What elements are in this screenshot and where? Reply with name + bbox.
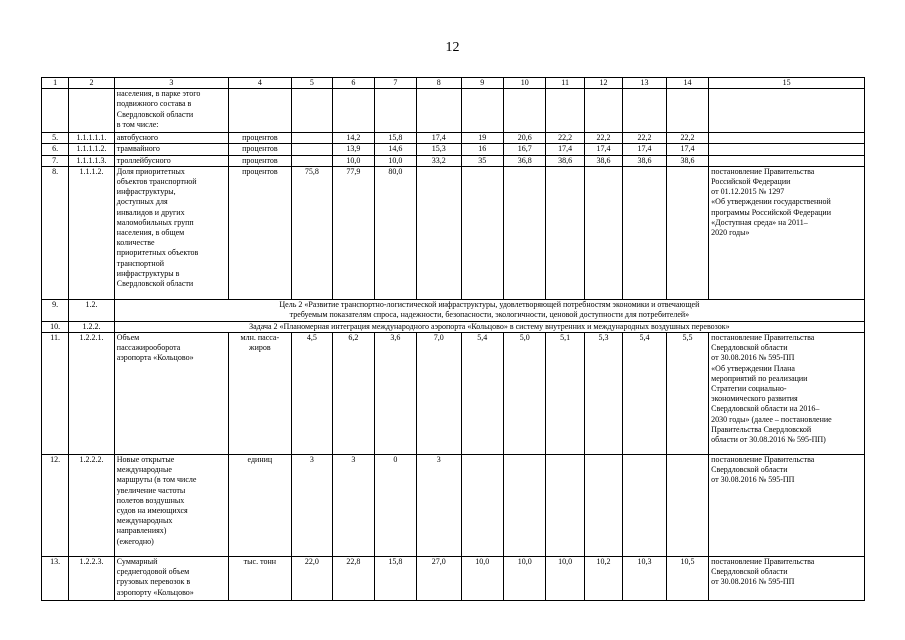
value-cell: 10,5 [666,557,708,601]
source-cell: постановление Правительства Российской Федерации от 01.12.2015 № 1297 «Об утверждении государственной программы Российской Федерации «Доступная среда» на 2011– 2020 годы» [709,166,865,299]
code-cell: 1.1.1.1.2. [69,144,114,155]
value-cell: 14,6 [374,144,416,155]
table-row [42,455,865,557]
column-header: 12 [584,78,622,89]
value-cell [503,166,545,299]
value-cell: 4,5 [291,333,332,455]
value-cell: 22,8 [333,557,374,601]
source-cell: постановление Правительства Свердловской области от 30.08.2016 № 595-ПП [709,557,865,601]
source-cell [709,144,865,155]
row-number-cell: 5. [42,133,69,144]
table-row [42,557,865,601]
value-cell: 22,2 [584,133,622,144]
value-cell [623,89,666,133]
value-cell: 15,8 [374,557,416,601]
row-number-cell: 6. [42,144,69,155]
code-cell: 1.2.2.3. [69,557,114,601]
code-cell [69,89,114,133]
value-cell: 15,8 [374,133,416,144]
value-cell [666,89,708,133]
row-number-cell: 7. [42,155,69,166]
value-cell: 3,6 [374,333,416,455]
indicators-table [41,77,865,601]
column-header: 5 [291,78,332,89]
unit-cell: процентов [229,155,292,166]
value-cell: 17,4 [623,144,666,155]
value-cell: 22,0 [291,557,332,601]
unit-cell: млн. пасса- жиров [229,333,292,455]
value-cell: 10,2 [584,557,622,601]
column-header: 6 [333,78,374,89]
value-cell: 5,1 [546,333,584,455]
row-number-cell: 11. [42,333,69,455]
value-cell: 10,0 [333,155,374,166]
value-cell: 80,0 [374,166,416,299]
column-header: 9 [461,78,503,89]
value-cell [374,89,416,133]
value-cell [546,89,584,133]
value-cell [333,89,374,133]
column-header: 2 [69,78,114,89]
value-cell [461,455,503,557]
row-number-cell: 10. [42,321,69,332]
value-cell [461,89,503,133]
source-cell: постановление Правительства Свердловской области от 30.08.2016 № 595-ПП [709,455,865,557]
code-cell: 1.2.2.2. [69,455,114,557]
value-cell: 15,3 [417,144,461,155]
value-cell: 5,3 [584,333,622,455]
code-cell: 1.1.1.1.3. [69,155,114,166]
value-cell: 35 [461,155,503,166]
row-number-cell [42,89,69,133]
value-cell: 77,9 [333,166,374,299]
row-number-cell: 9. [42,299,69,321]
indicator-name-cell: населения, в парке этого подвижного состава в Свердловской области в том числе: [114,89,228,133]
column-header: 4 [229,78,292,89]
value-cell: 6,2 [333,333,374,455]
value-cell: 75,8 [291,166,332,299]
section-row [42,321,865,332]
code-cell: 1.1.1.1.1. [69,133,114,144]
indicator-name-cell: Объем пассажирооборота аэропорта «Кольцово» [114,333,228,455]
table-row [42,89,865,133]
indicator-name-cell: Доля приоритетных объектов транспортной инфраструктуры, доступных для инвалидов и других маломобильных групп населения, в общем количестве приоритетных объектов транспортной инфраструктуры в Свердловской области [114,166,228,299]
column-header: 14 [666,78,708,89]
value-cell: 3 [291,455,332,557]
header-row [42,78,865,89]
table-row [42,155,865,166]
value-cell [623,166,666,299]
column-header: 10 [503,78,545,89]
value-cell: 22,2 [623,133,666,144]
indicator-name-cell: автобусного [114,133,228,144]
row-number-cell: 13. [42,557,69,601]
section-row [42,299,865,321]
unit-cell: единиц [229,455,292,557]
value-cell [461,166,503,299]
value-cell: 16,7 [503,144,545,155]
value-cell: 22,2 [546,133,584,144]
source-cell [709,89,865,133]
table-row [42,133,865,144]
code-cell: 1.1.1.2. [69,166,114,299]
table-row [42,333,865,455]
source-cell: постановление Правительства Свердловской области от 30.08.2016 № 595-ПП «Об утверждении Плана мероприятий по реализации Стратегии социально- экономического развития Свердловской области на 2016– 2030 годы» (далее – постановление Правительства Свердловской области от 30.08.2016 № 595-ПП) [709,333,865,455]
value-cell: 33,2 [417,155,461,166]
indicator-name-cell: троллейбусного [114,155,228,166]
value-cell: 38,6 [666,155,708,166]
column-header: 8 [417,78,461,89]
column-header: 1 [42,78,69,89]
code-cell: 1.2.2. [69,321,114,332]
value-cell: 20,6 [503,133,545,144]
value-cell [291,144,332,155]
value-cell: 0 [374,455,416,557]
indicator-name-cell: трамвайного [114,144,228,155]
value-cell: 3 [417,455,461,557]
source-cell [709,155,865,166]
unit-cell: процентов [229,144,292,155]
table-row [42,144,865,155]
value-cell [291,133,332,144]
value-cell [546,166,584,299]
row-number-cell: 12. [42,455,69,557]
value-cell: 17,4 [417,133,461,144]
value-cell [584,455,622,557]
column-header: 7 [374,78,416,89]
code-cell: 1.2.2.1. [69,333,114,455]
unit-cell: процентов [229,133,292,144]
column-header: 11 [546,78,584,89]
value-cell: 5,4 [461,333,503,455]
value-cell: 17,4 [666,144,708,155]
value-cell [503,455,545,557]
value-cell: 38,6 [584,155,622,166]
value-cell: 5,5 [666,333,708,455]
value-cell: 10,3 [623,557,666,601]
column-header: 13 [623,78,666,89]
value-cell [291,155,332,166]
row-number-cell: 8. [42,166,69,299]
source-cell [709,133,865,144]
code-cell: 1.2. [69,299,114,321]
value-cell [503,89,545,133]
value-cell: 38,6 [546,155,584,166]
value-cell [584,89,622,133]
value-cell [666,166,708,299]
value-cell [666,455,708,557]
value-cell [546,455,584,557]
value-cell: 22,2 [666,133,708,144]
value-cell: 10,0 [503,557,545,601]
indicator-name-cell: Новые открытые международные маршруты (в том числе увеличение частоты полетов воздушных судов на имеющихся международных направлениях) (ежегодно) [114,455,228,557]
value-cell: 38,6 [623,155,666,166]
value-cell [417,89,461,133]
value-cell: 14,2 [333,133,374,144]
value-cell: 10,0 [374,155,416,166]
value-cell: 7,0 [417,333,461,455]
value-cell: 3 [333,455,374,557]
section-title-cell: Задача 2 «Планомерная интеграция международного аэропорта «Кольцово» в систему внутренних и международных воздушных перевозок» [114,321,864,332]
unit-cell [229,89,292,133]
value-cell: 19 [461,133,503,144]
value-cell: 27,0 [417,557,461,601]
value-cell: 10,0 [461,557,503,601]
value-cell: 5,4 [623,333,666,455]
value-cell [291,89,332,133]
value-cell [584,166,622,299]
unit-cell: процентов [229,166,292,299]
value-cell: 5,0 [503,333,545,455]
value-cell: 36,8 [503,155,545,166]
value-cell [417,166,461,299]
column-header: 15 [709,78,865,89]
value-cell: 16 [461,144,503,155]
section-title-cell: Цель 2 «Развитие транспортно-логистической инфраструктуры, удовлетворяющей потребностям экономики и отвечающей требуемым показателям спроса, надежности, безопасности, экологичности, ценовой доступности для потребителей» [114,299,864,321]
table-row [42,166,865,299]
indicator-name-cell: Суммарный среднегодовой объем грузовых перевозок в аэропорту «Кольцово» [114,557,228,601]
value-cell [623,455,666,557]
value-cell: 10,0 [546,557,584,601]
value-cell: 17,4 [546,144,584,155]
page-number: 12 [445,40,460,55]
value-cell: 17,4 [584,144,622,155]
value-cell: 13,9 [333,144,374,155]
column-header: 3 [114,78,228,89]
unit-cell: тыс. тонн [229,557,292,601]
